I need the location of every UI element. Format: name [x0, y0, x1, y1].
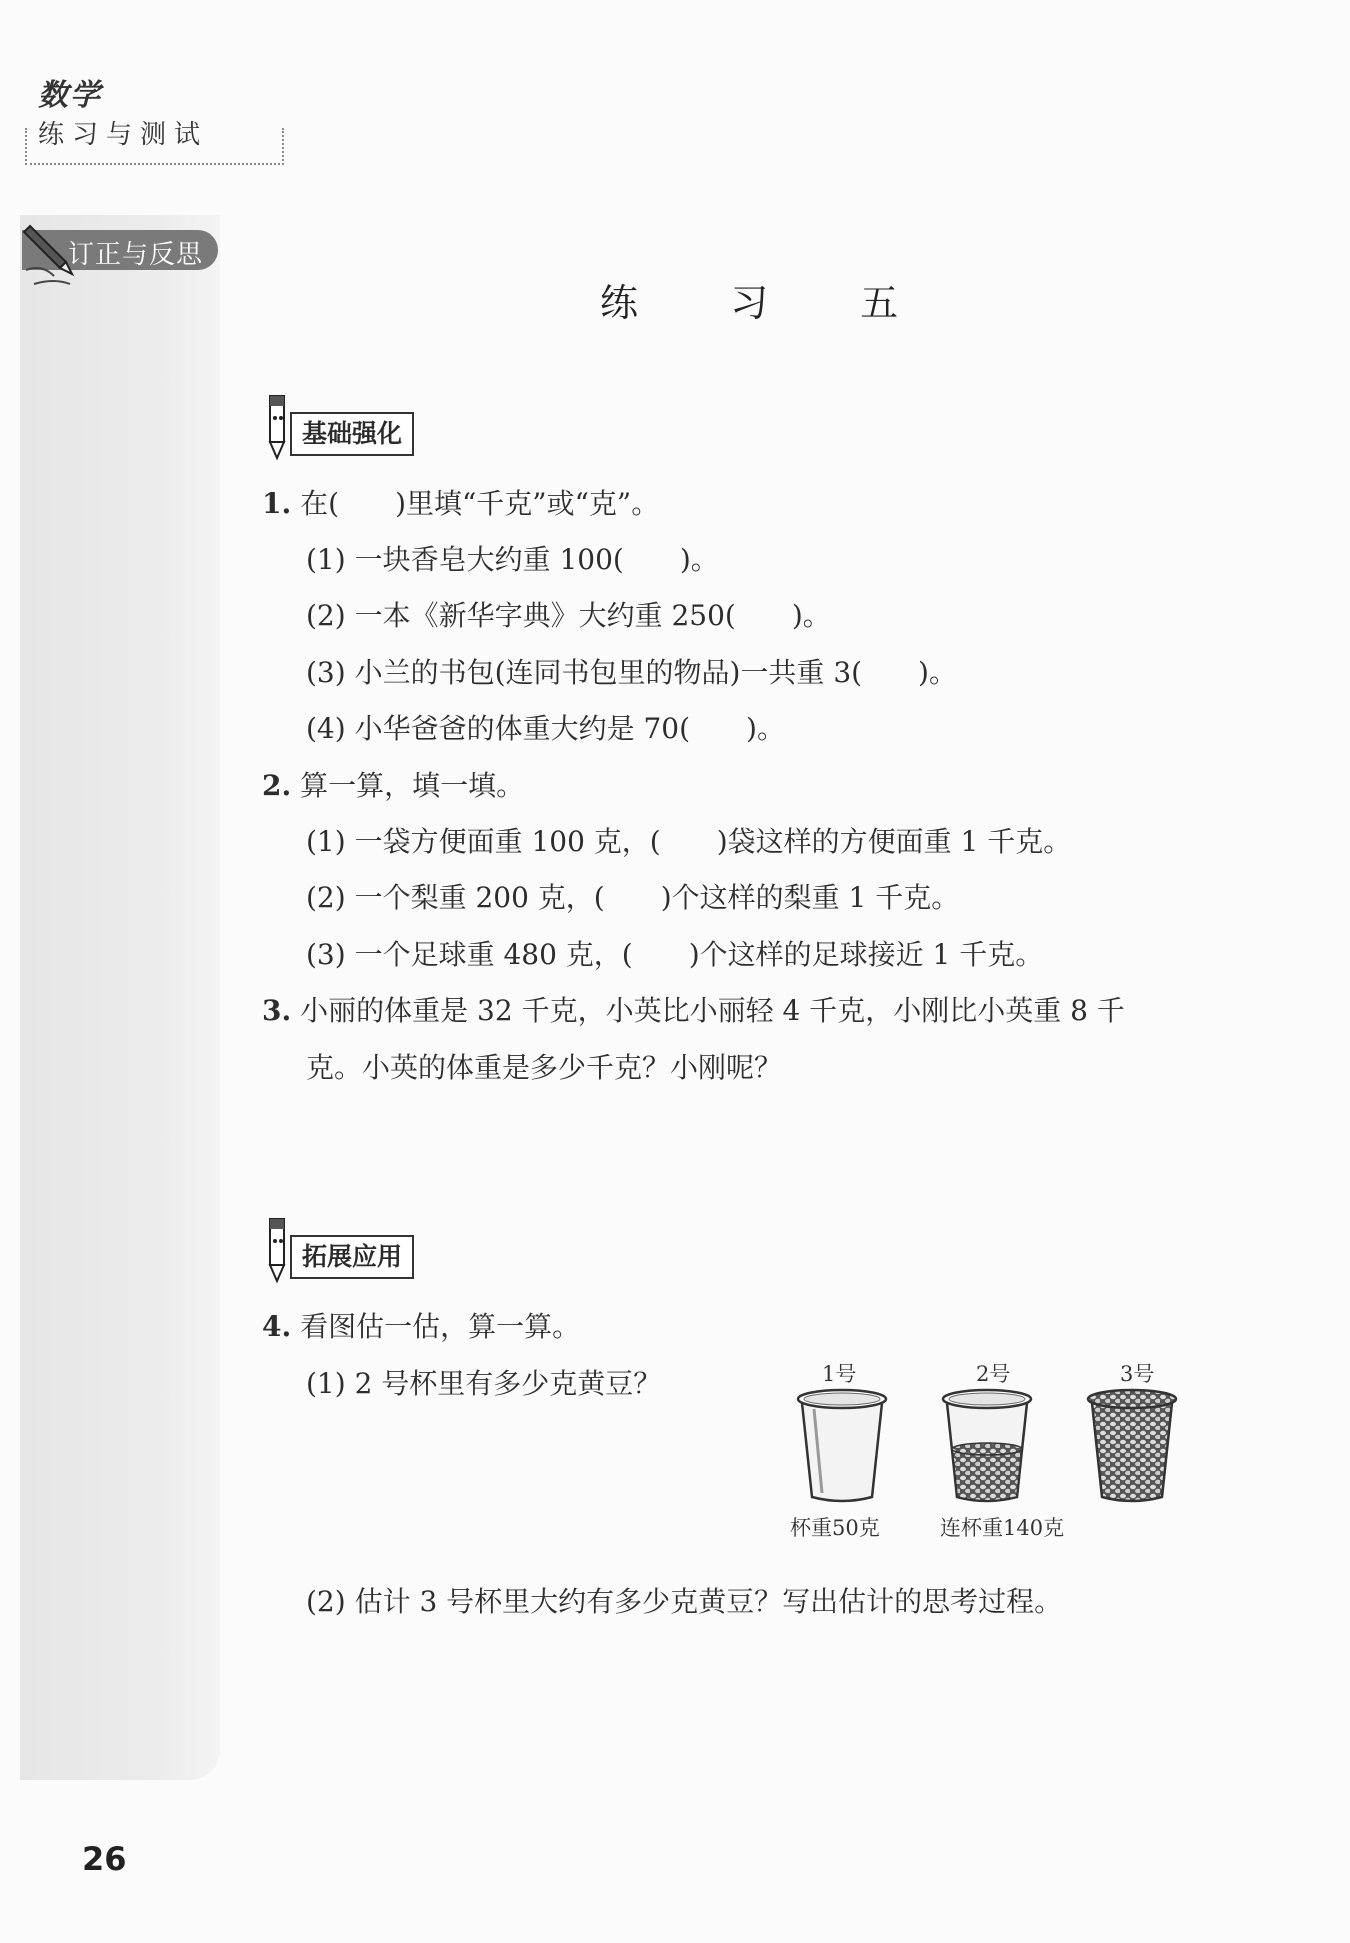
series-dotted-frame — [25, 128, 284, 165]
page-number: 26 — [82, 1840, 127, 1878]
section-basic-label: 基础强化 — [290, 412, 414, 456]
question-1-item: (2) 一本《新华字典》大约重 250( )。 — [306, 599, 831, 632]
question-4-item-2: (2) 估计 3 号杯里大约有多少克黄豆？写出估计的思考过程。 — [306, 1585, 1063, 1618]
cup-3-label: 3号 — [1120, 1362, 1155, 1386]
cup-3-full-beans — [1088, 1390, 1176, 1501]
question-number: 2. — [262, 769, 292, 802]
question-4-stem: 看图估一估，算一算。 — [300, 1310, 581, 1343]
cup-2-half-beans — [943, 1390, 1031, 1501]
question-4 — [262, 1305, 580, 1345]
question-2-item: (1) 一袋方便面重 100 克，( )袋这样的方便面重 1 千克。 — [306, 825, 1072, 858]
question-1-item: (1) 一块香皂大约重 100( )。 — [306, 543, 719, 576]
cup-1-caption: 杯重50克 — [790, 1516, 880, 1540]
question-2-item: (2) 一个梨重 200 克，( )个这样的梨重 1 千克。 — [306, 881, 960, 914]
question-3-line1: 小丽的体重是 32 千克，小英比小丽轻 4 千克，小刚比小英重 8 千 — [300, 994, 1125, 1027]
question-1 — [262, 482, 659, 522]
question-3-line2: 克。小英的体重是多少千克？小刚呢？ — [306, 1051, 783, 1084]
pencil-mascot-icon — [262, 394, 292, 464]
question-1-stem: 在( )里填“千克”或“克”。 — [300, 487, 660, 520]
book-subject: 数学 — [38, 78, 102, 113]
cup-1-empty — [798, 1390, 886, 1501]
question-1-item: (4) 小华爸爸的体重大约是 70( )。 — [306, 712, 785, 745]
question-4-item-1: (1) 2 号杯里有多少克黄豆？ — [306, 1367, 662, 1400]
section-extend-label: 拓展应用 — [290, 1235, 414, 1279]
revision-tab-label: 订正与反思 — [68, 240, 204, 270]
question-2 — [262, 764, 524, 804]
question-number: 3. — [262, 994, 292, 1027]
cup-2-label: 2号 — [976, 1362, 1011, 1386]
question-2-stem: 算一算，填一填。 — [300, 769, 525, 802]
pencil-mascot-icon — [262, 1217, 292, 1287]
question-2-item: (3) 一个足球重 480 克，( )个这样的足球接近 1 千克。 — [306, 938, 1044, 971]
question-number: 1. — [262, 487, 292, 520]
question-1-item: (3) 小兰的书包(连同书包里的物品)一共重 3( )。 — [306, 656, 957, 689]
book-series: 练习与测试 — [38, 120, 209, 150]
cup-2-caption: 连杯重140克 — [940, 1516, 1065, 1540]
question-number: 4. — [262, 1310, 292, 1343]
question-3 — [262, 989, 1125, 1029]
exercise-title: 练 习 五 — [600, 281, 939, 325]
revision-sidebar — [20, 215, 220, 1780]
cups-illustration — [790, 1385, 1190, 1510]
cup-1-label: 1号 — [822, 1362, 857, 1386]
